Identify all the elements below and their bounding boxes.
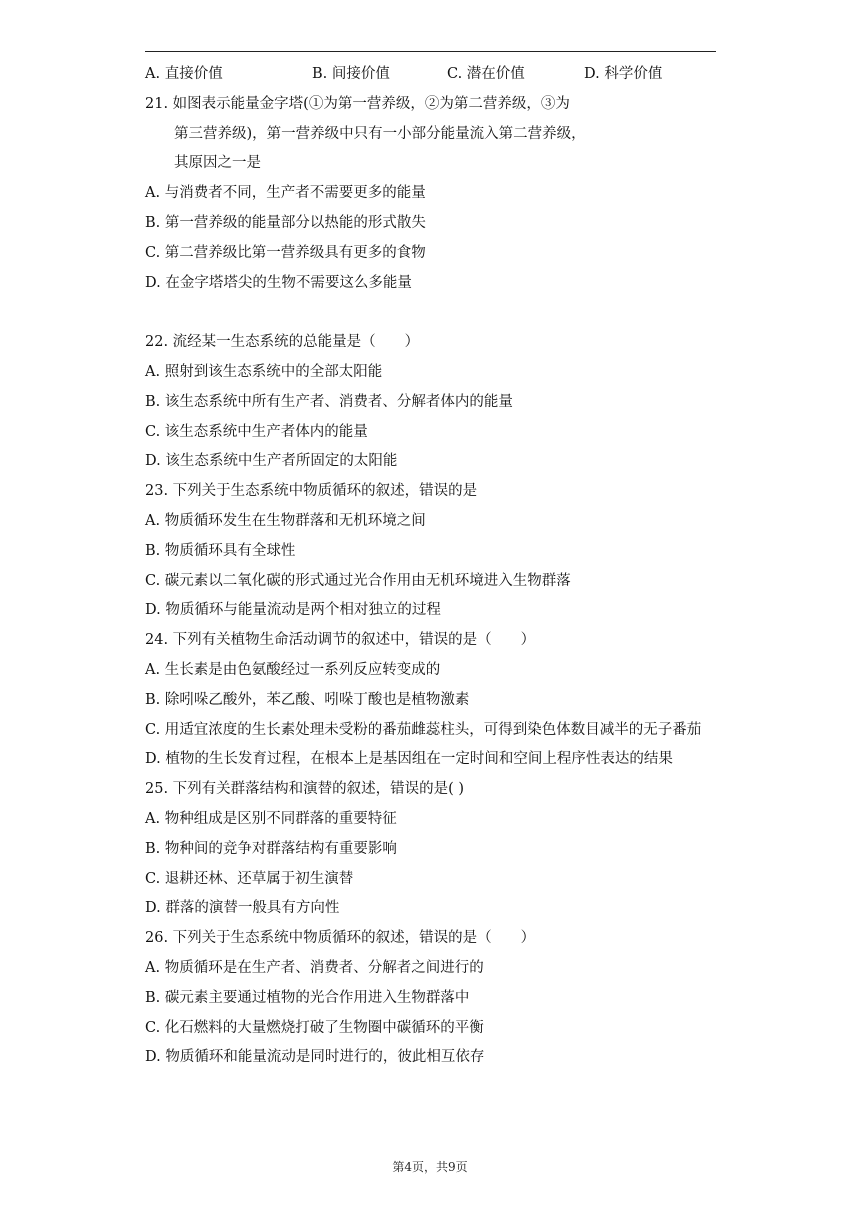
option-b: B. 物种间的竞争对群落结构有重要影响 bbox=[145, 840, 397, 857]
option-a: A. 物种组成是区别不同群落的重要特征 bbox=[145, 810, 397, 827]
question-stem: 23. 下列关于生态系统中物质循环的叙述，错误的是 bbox=[145, 483, 478, 500]
question-21 bbox=[145, 90, 720, 299]
option-a: A. 与消费者不同，生产者不需要更多的能量 bbox=[145, 185, 426, 202]
option-d: D. 物质循环与能量流动是两个相对独立的过程 bbox=[145, 602, 441, 619]
q20-option-b: B. 间接价值 bbox=[312, 66, 390, 82]
question-25 bbox=[145, 775, 720, 924]
option-d: D. 该生态系统中生产者所固定的太阳能 bbox=[145, 453, 398, 470]
option-c: C. 用适宜浓度的生长素处理未受粉的番茄雌蕊柱头，可得到染色体数目减半的无子番茄 bbox=[145, 721, 702, 738]
option-c: C. 第二营养级比第一营养级具有更多的食物 bbox=[145, 244, 426, 261]
q20-option-c: C. 潜在价值 bbox=[447, 66, 525, 82]
question-22 bbox=[145, 328, 720, 477]
question-stem: 22. 流经某一生态系统的总能量是（ ） bbox=[145, 334, 420, 351]
question-26 bbox=[145, 924, 720, 1073]
q20-option-a: A. 直接价值 bbox=[145, 66, 223, 82]
option-c: C. 退耕还林、还草属于初生演替 bbox=[145, 870, 354, 887]
option-b: B. 第一营养级的能量部分以热能的形式散失 bbox=[145, 214, 426, 231]
question-stem: 21. 如图表示能量金字塔(①为第一营养级，②为第二营养级，③为 bbox=[145, 95, 570, 112]
option-c: C. 化石燃料的大量燃烧打破了生物圈中碳循环的平衡 bbox=[145, 1019, 484, 1036]
option-d: D. 植物的生长发育过程，在根本上是基因组在一定时间和空间上程序性表达的结果 bbox=[145, 751, 673, 768]
question-stem: 25. 下列有关群落结构和演替的叙述，错误的是( ) bbox=[145, 781, 465, 798]
question-23 bbox=[145, 477, 720, 626]
page-footer: 第4页，共9页 bbox=[392, 1160, 468, 1174]
question-stem: 26. 下列关于生态系统中物质循环的叙述，错误的是（ ） bbox=[145, 930, 536, 947]
option-b: B. 物质循环具有全球性 bbox=[145, 542, 296, 559]
option-d: D. 群落的演替一般具有方向性 bbox=[145, 900, 340, 917]
option-c: C. 该生态系统中生产者体内的能量 bbox=[145, 423, 368, 440]
option-a: A. 物质循环是在生产者、消费者、分解者之间进行的 bbox=[145, 959, 484, 976]
option-b: B. 该生态系统中所有生产者、消费者、分解者体内的能量 bbox=[145, 393, 513, 410]
question-stem-cont: 第三营养级)，第一营养级中只有一小部分能量流入第二营养级， bbox=[174, 125, 586, 142]
question-stem-cont: 其原因之一是 bbox=[174, 155, 261, 172]
header-rule bbox=[145, 51, 716, 52]
q20-options bbox=[145, 60, 720, 90]
option-c: C. 碳元素以二氧化碳的形式通过光合作用由无机环境进入生物群落 bbox=[145, 572, 571, 589]
blank-gap bbox=[145, 298, 720, 328]
q20-option-d: D. 科学价值 bbox=[584, 66, 663, 82]
option-a: A. 照射到该生态系统中的全部太阳能 bbox=[145, 363, 383, 380]
option-a: A. 生长素是由色氨酸经过一系列反应转变成的 bbox=[145, 661, 441, 678]
option-b: B. 碳元素主要通过植物的光合作用进入生物群落中 bbox=[145, 989, 470, 1006]
option-d: D. 物质循环和能量流动是同时进行的，彼此相互依存 bbox=[145, 1049, 485, 1066]
option-a: A. 物质循环发生在生物群落和无机环境之间 bbox=[145, 512, 426, 529]
question-stem: 24. 下列有关植物生命活动调节的叙述中，错误的是（ ） bbox=[145, 632, 536, 649]
exam-content bbox=[145, 60, 720, 1073]
option-d: D. 在金字塔塔尖的生物不需要这么多能量 bbox=[145, 274, 412, 291]
option-b: B. 除吲哚乙酸外，苯乙酸、吲哚丁酸也是植物激素 bbox=[145, 691, 470, 708]
question-24 bbox=[145, 626, 720, 775]
